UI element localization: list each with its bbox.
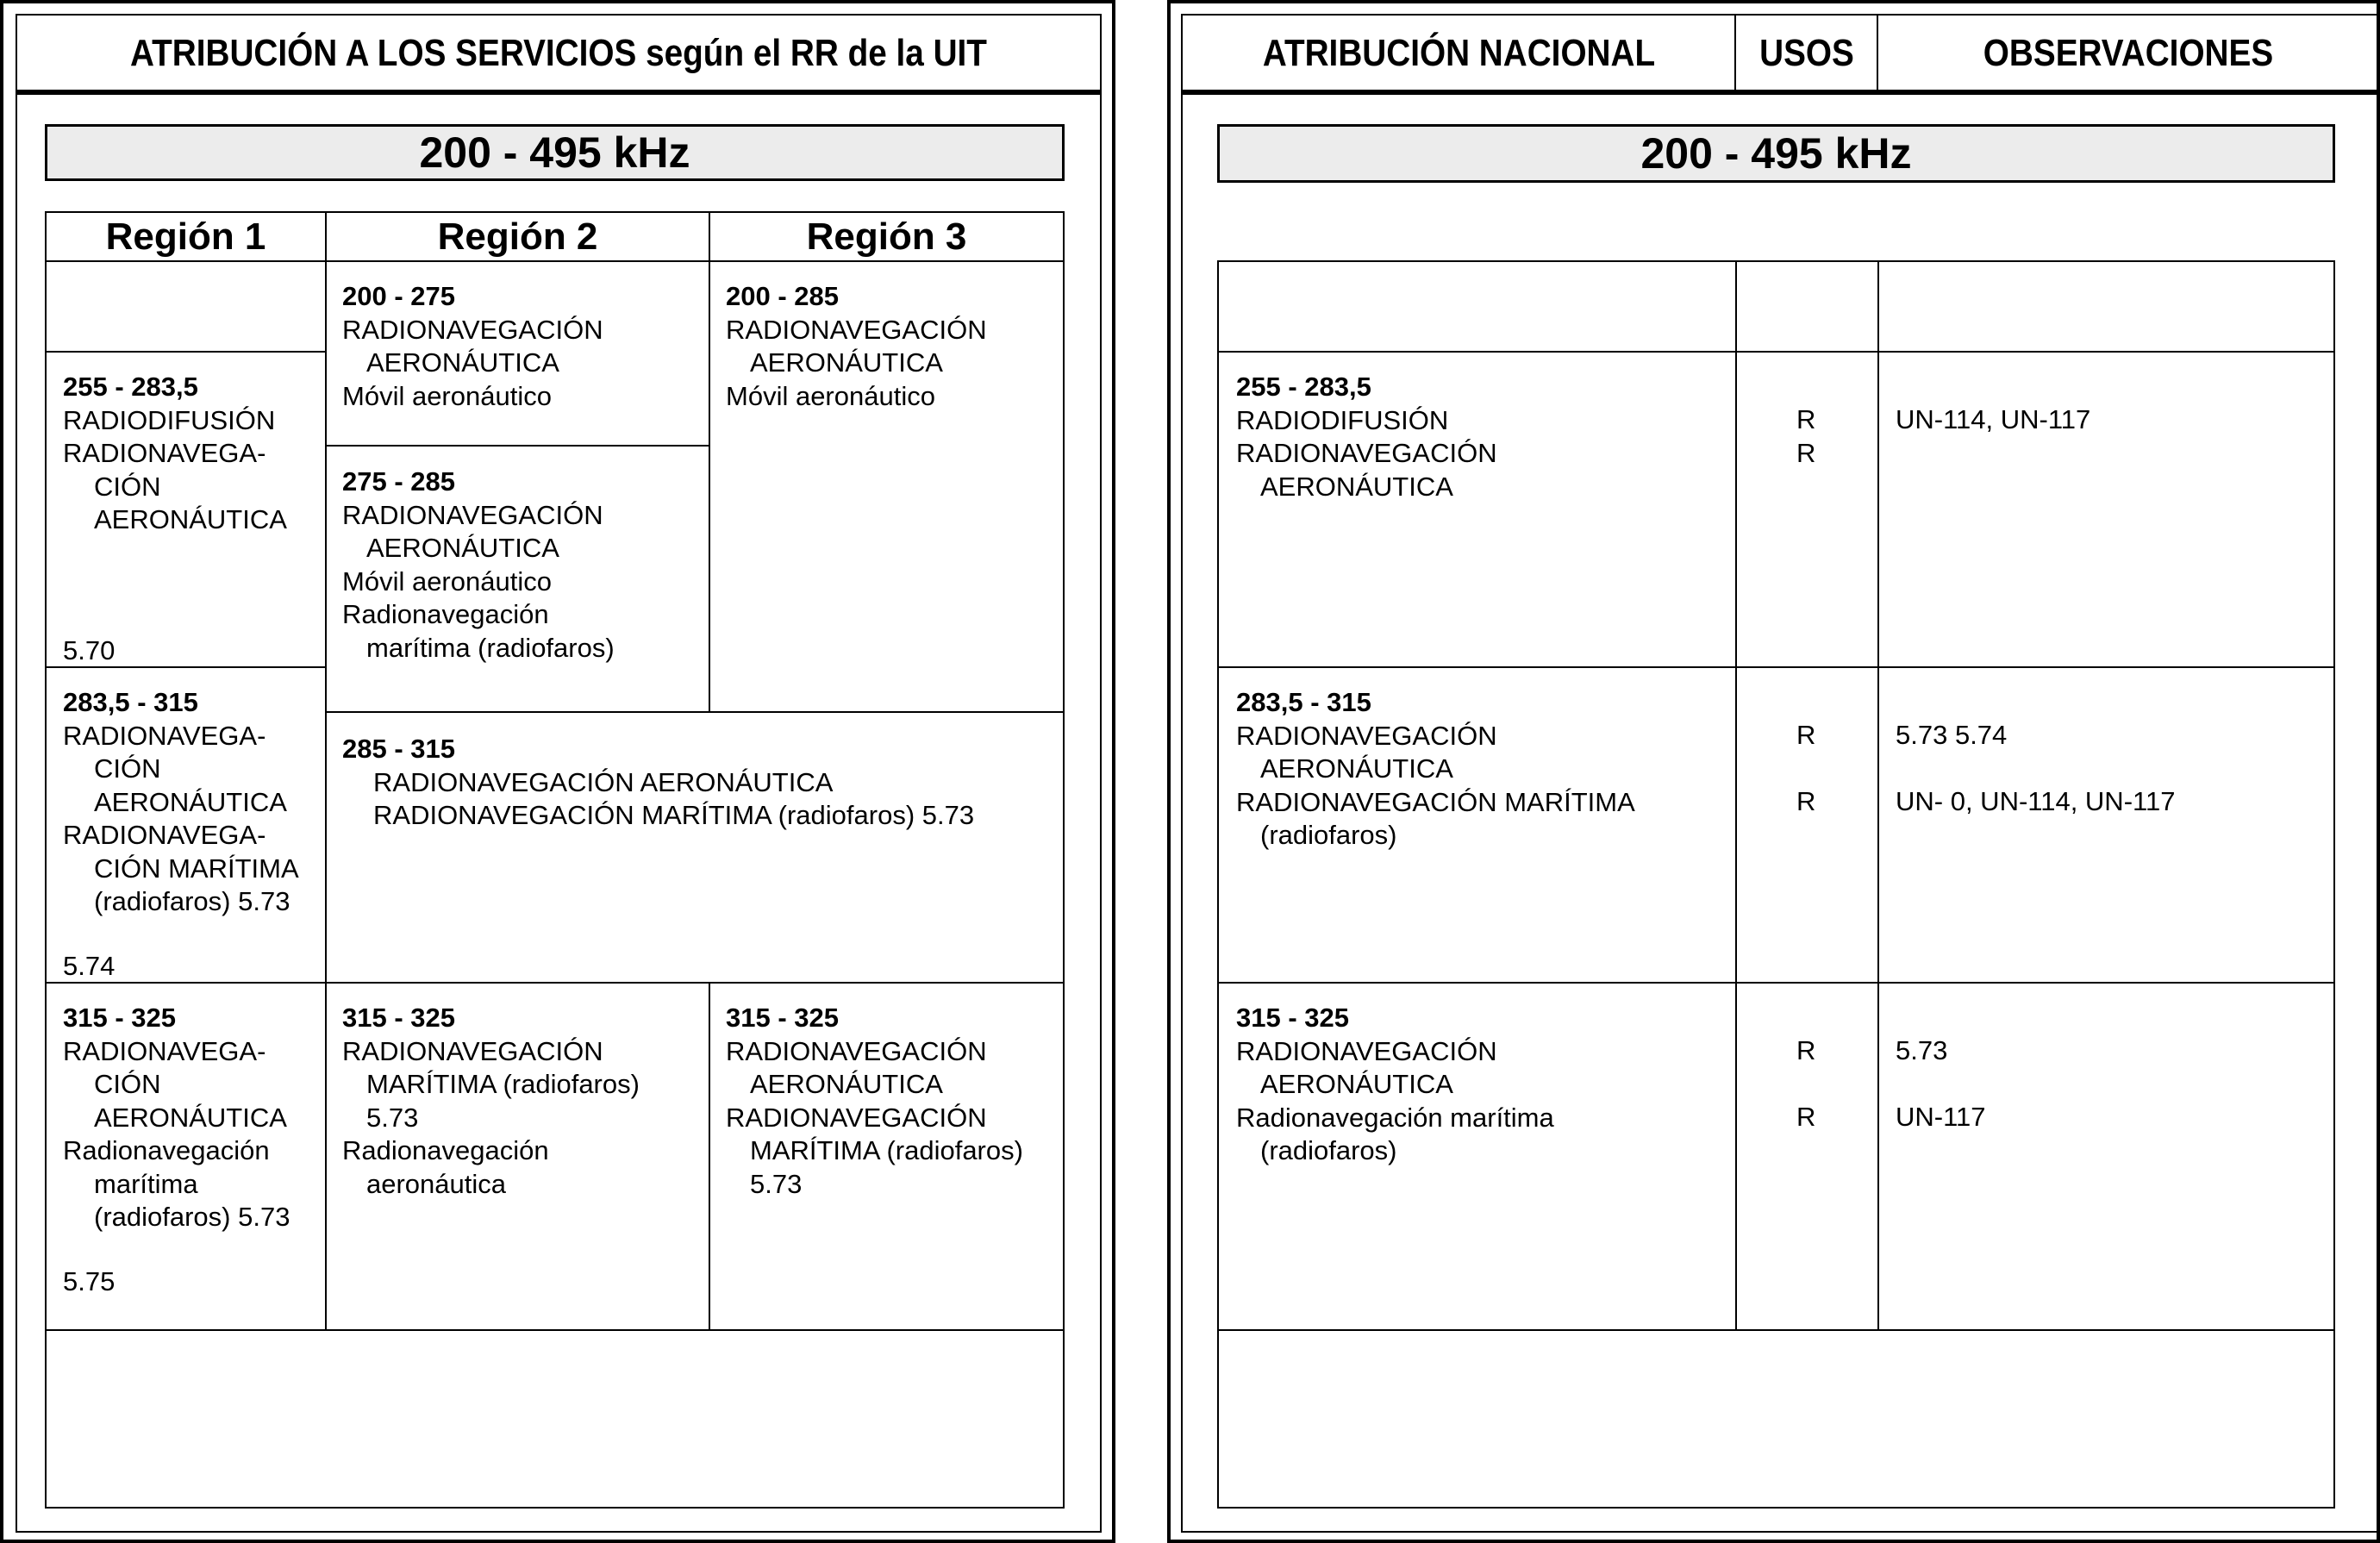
usos-row-1 [1735,351,1879,668]
service-line: RADIONAVEGA- [63,720,266,751]
frequency-range: 285 - 315 [342,734,455,764]
service-line: RADIONAVEGACIÓN AERONÁUTICA [373,766,834,797]
left-page-title: ATRIBUCIÓN A LOS SERVICIOS según el RR de la UIT [130,32,987,74]
service-line: AERONÁUTICA [94,786,287,817]
service-line: AERONÁUTICA [750,347,943,378]
service-line: Radionavegación [342,599,549,629]
service-line: aeronáutica [366,1168,507,1199]
service-line: AERONÁUTICA [94,1102,287,1133]
usos-row-3-value-a: R [1796,1035,1816,1065]
right-empty-bottom-row [1217,1329,2335,1509]
national-row-2-text [1236,686,1635,853]
service-line: (radiofaros) 5.73 [94,886,290,916]
frequency-range: 255 - 283,5 [1236,372,1371,402]
footnote: 5.74 [63,951,116,981]
service-line: 5.73 [750,1168,803,1199]
service-line: Radionavegación [342,1135,549,1165]
service-line: RADIONAVEGACIÓN [1236,438,1497,468]
service-line: AERONÁUTICA [1260,471,1453,502]
service-line: CIÓN [94,753,161,784]
service-line: Móvil aeronáutico [726,380,935,411]
usos-row-2 [1735,666,1879,984]
service-line: RADIONAVEGACIÓN [726,1102,987,1133]
service-line: RADIONAVEGA- [63,1035,266,1066]
region3-block-1-text [726,280,987,413]
region1-block-2-text [63,686,299,919]
usos-row-2-value-a: R [1796,720,1816,750]
region1-empty-cell [45,260,327,353]
service-line: RADIONAVEGACIÓN [726,1035,987,1066]
region2-block-1-text [342,280,603,413]
region2-block-3-text [342,1002,640,1201]
service-line: Móvil aeronáutico [342,380,552,411]
service-line: AERONÁUTICA [750,1069,943,1099]
service-line: Móvil aeronáutico [342,565,552,597]
service-line: AERONÁUTICA [366,533,559,563]
left-header-rule [16,90,1102,95]
service-line: AERONÁUTICA [1260,1069,1453,1099]
service-line: RADIONAVEGACIÓN [1236,1035,1497,1066]
header-observaciones: OBSERVACIONES [1983,32,2274,74]
frequency-range: 315 - 325 [342,1003,455,1033]
region2-block-2-text [342,465,615,665]
service-line: Radionavegación marítima [1236,1102,1554,1133]
usos-row-1-values [1796,403,1815,470]
right-header-rule [1181,90,2380,95]
frequency-range: 315 - 325 [726,1003,839,1033]
region3-header: Región 3 [806,216,967,258]
footnote: 5.70 [63,635,116,665]
left-empty-bottom-row [45,1329,1065,1509]
service-line: RADIONAVEGACIÓN [342,499,603,530]
national-empty-cell [1217,260,1737,353]
service-line: RADIODIFUSIÓN [1236,404,1449,435]
obs-row-3-value-b: UN-117 [1896,1102,1986,1132]
frequency-range: 315 - 325 [63,1003,176,1033]
service-line: (radiofaros) [1260,820,1397,850]
service-line: RADIONAVEGA- [63,438,266,468]
national-row-3-text [1236,1002,1554,1168]
service-line: RADIONAVEGACIÓN [342,314,603,345]
obs-row-1 [1877,351,2335,668]
service-line: CIÓN MARÍTIMA [94,853,299,884]
region23-merged-text [342,733,974,833]
service-line: (radiofaros) 5.73 [94,1202,290,1232]
right-band-title: 200 - 495 kHz [1217,124,2335,183]
frequency-range: 315 - 325 [1236,1003,1349,1033]
obs-row-2-value-b: UN- 0, UN-114, UN-117 [1896,786,2176,816]
service-line: AERONÁUTICA [366,347,559,378]
national-row-1-text [1236,371,1497,503]
service-line: CIÓN [94,1069,161,1099]
usos-row-3-value-b: R [1796,1102,1816,1132]
usos-value: R [1796,404,1816,434]
frequency-range: 275 - 285 [342,466,455,497]
region3-block-2-text [726,1002,1023,1201]
region2-header: Región 2 [437,216,598,258]
usos-row-2-value-b: R [1796,786,1816,816]
service-line: MARÍTIMA (radiofaros) [366,1069,640,1099]
service-line: Radionavegación [63,1135,270,1165]
service-line: RADIODIFUSIÓN [63,404,276,435]
service-line: RADIONAVEGA- [63,820,266,850]
service-line: marítima [94,1168,198,1199]
service-line: RADIONAVEGACIÓN MARÍTIMA [1236,786,1635,817]
obs-value: UN-114, UN-117 [1896,404,2091,434]
usos-empty-cell [1735,260,1879,353]
region1-header: Región 1 [105,216,266,258]
service-line: AERONÁUTICA [1260,753,1453,784]
frequency-range: 200 - 275 [342,281,455,311]
frequency-range: 255 - 283,5 [63,372,198,402]
service-line: 5.73 [366,1102,419,1133]
usos-value: R [1796,437,1816,468]
service-line: marítima (radiofaros) [366,632,615,663]
frequency-range: 200 - 285 [726,281,839,311]
frequency-range: 283,5 - 315 [63,687,198,717]
footnote: 5.75 [63,1266,116,1296]
region1-block-3-text [63,1002,290,1234]
header-atribucion-nacional: ATRIBUCIÓN NACIONAL [1262,32,1656,74]
header-divider [1877,16,1878,91]
obs-empty-cell [1877,260,2335,353]
frequency-range: 283,5 - 315 [1236,687,1371,717]
service-line: RADIONAVEGACIÓN [726,314,987,345]
obs-row-3-value-a: 5.73 [1896,1035,1948,1065]
service-line: RADIONAVEGACIÓN MARÍTIMA (radiofaros) 5.73 [373,800,975,830]
left-band-title: 200 - 495 kHz [45,124,1065,181]
obs-row-1-values [1896,403,2090,437]
service-line: RADIONAVEGACIÓN [1236,720,1497,751]
service-line: CIÓN [94,471,161,502]
service-line: RADIONAVEGACIÓN [342,1035,603,1066]
obs-row-2-value-a: 5.73 5.74 [1896,720,2008,750]
service-line: (radiofaros) [1260,1135,1397,1165]
region1-block-1-text [63,371,287,537]
service-line: MARÍTIMA (radiofaros) [750,1135,1023,1165]
service-line: AERONÁUTICA [94,504,287,534]
obs-row-2 [1877,666,2335,984]
header-divider [1734,16,1736,91]
header-usos: USOS [1759,32,1854,74]
